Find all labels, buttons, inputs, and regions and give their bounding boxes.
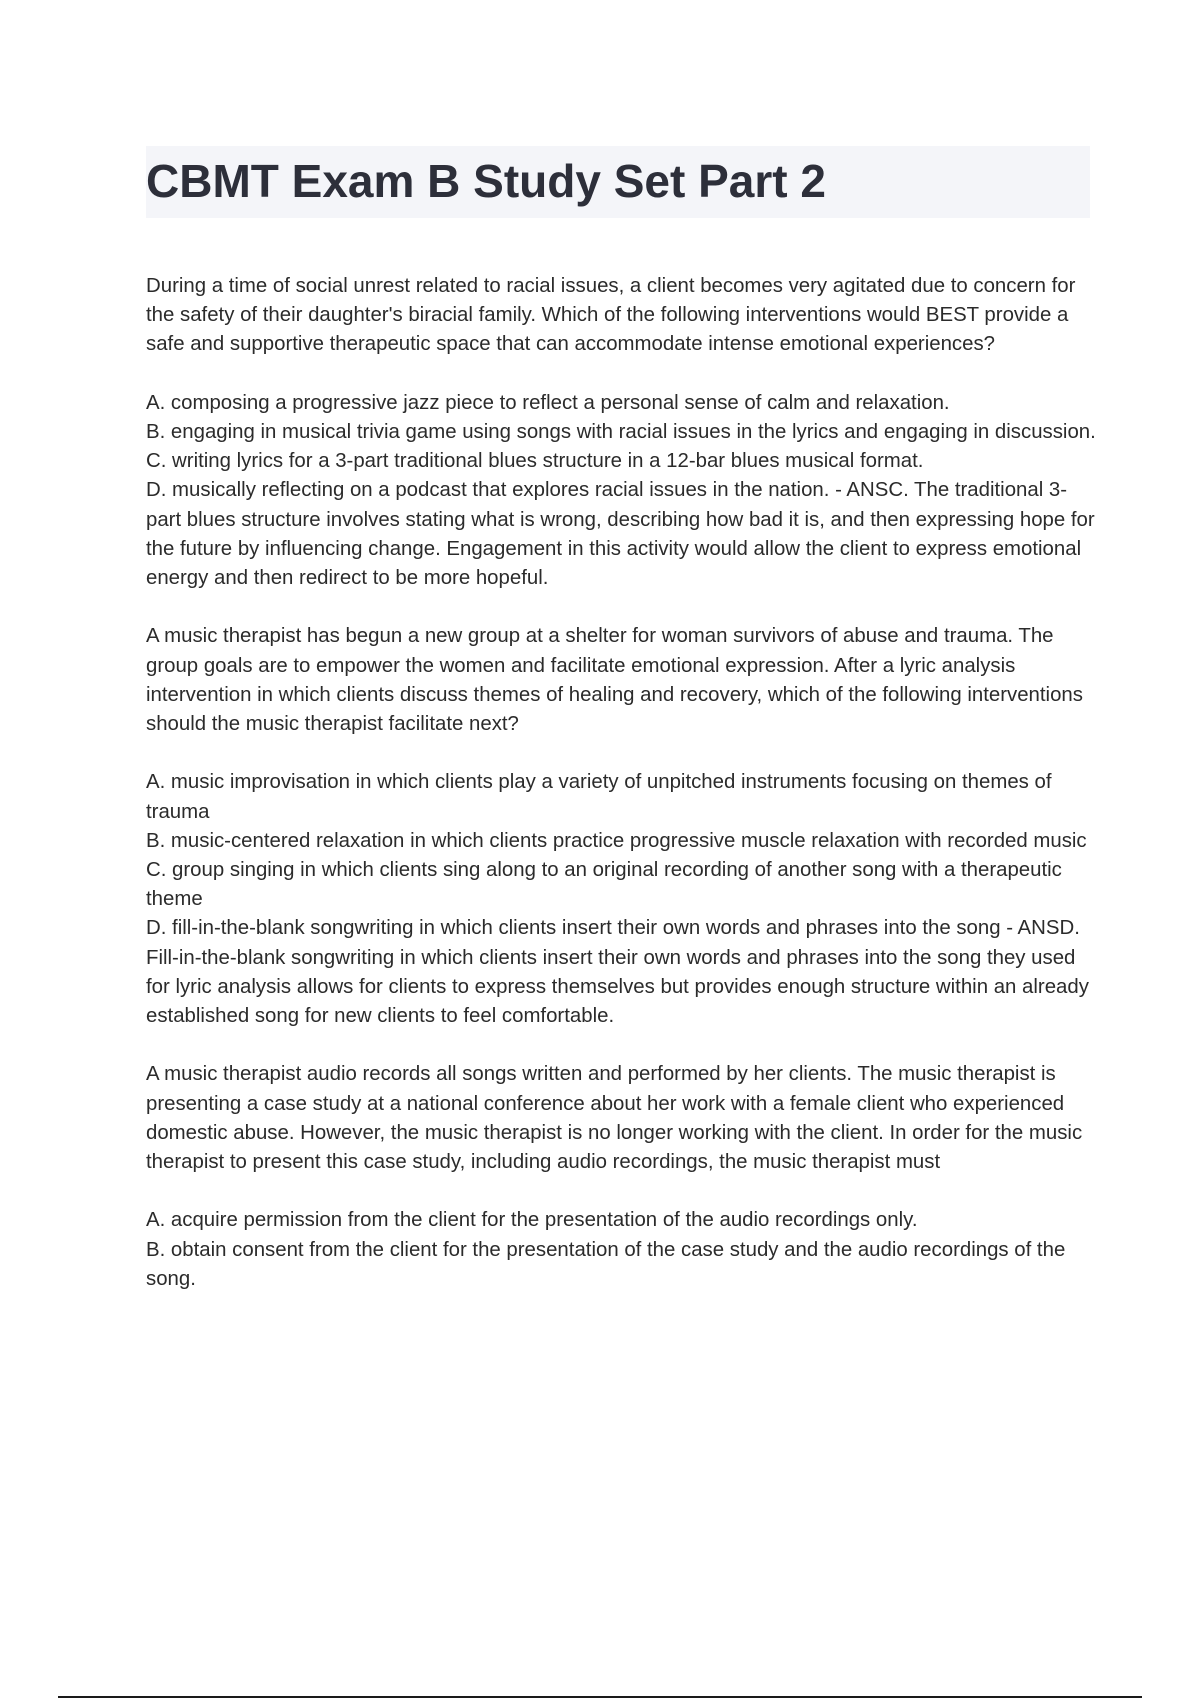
answer-option: A. acquire permission from the client for the presentation of the audio recordings only. — [146, 1209, 918, 1232]
answer-option: B. obtain consent from the client for the presentation of the case study and the audio recordings of the song. — [146, 1238, 1066, 1290]
answer-option: D. fill-in-the-blank songwriting in which clients insert their own words and phrases into the song - ANSD. Fill-in-the-blank songwriting in which clients insert their own words and phrases into the song they used for lyric analysis allows for clients to express themselves but provides enough structure within an already established song for new clients to feel comfortable. — [146, 917, 1089, 1028]
answer-option: D. musically reflecting on a podcast that explores racial issues in the nation. - ANSC. The traditional 3-part blues structure involves stating what is wrong, describing how bad it is, and then expressing hope for the future by influencing change. Engagement in this activity would allow the client to express emotional energy and then redirect to be more hopeful. — [146, 479, 1095, 590]
answer-option: B. music-centered relaxation in which clients practice progressive muscle relaxation with recorded music — [146, 829, 1087, 852]
question-2 — [146, 622, 1096, 1031]
answer-option: A. composing a progressive jazz piece to reflect a personal sense of calm and relaxation. — [146, 391, 950, 414]
answer-option: C. group singing in which clients sing along to an original recording of another song with a therapeutic theme — [146, 859, 1062, 911]
question-stem: A music therapist has begun a new group at a shelter for woman survivors of abuse and trauma. The group goals are to empower the women and facilitate emotional expression. After a lyric analysis intervention in which clients discuss themes of healing and recovery, which of the following interventions should the music therapist facilitate next? — [146, 625, 1083, 736]
question-stem: A music therapist audio records all songs written and performed by her clients. The music therapist is presenting a case study at a national conference about her work with a female client who experienced domestic abuse. However, the music therapist is no longer working with the client. In order for the music therapist to present this case study, including audio recordings, the music therapist must — [146, 1063, 1083, 1174]
question-stem: During a time of social unrest related to racial issues, a client becomes very agitated due to concern for the safety of their daughter's biracial family. Which of the following interventions would BEST provide a safe and supportive therapeutic space that can accommodate intense emotional experiences? — [146, 275, 1076, 356]
answer-option: A. music improvisation in which clients play a variety of unpitched instruments focusing on themes of trauma — [146, 771, 1052, 823]
answer-option: C. writing lyrics for a 3-part traditional blues structure in a 12-bar blues musical format. — [146, 450, 924, 473]
question-3 — [146, 1060, 1096, 1294]
page-title: CBMT Exam B Study Set Part 2 — [146, 155, 826, 207]
page-bottom-divider — [58, 1696, 1142, 1698]
question-1 — [146, 272, 1096, 593]
title-banner — [146, 146, 1090, 218]
answer-option: B. engaging in musical trivia game using songs with racial issues in the lyrics and engaging in discussion. — [146, 421, 1096, 443]
document-body — [146, 272, 1096, 1294]
